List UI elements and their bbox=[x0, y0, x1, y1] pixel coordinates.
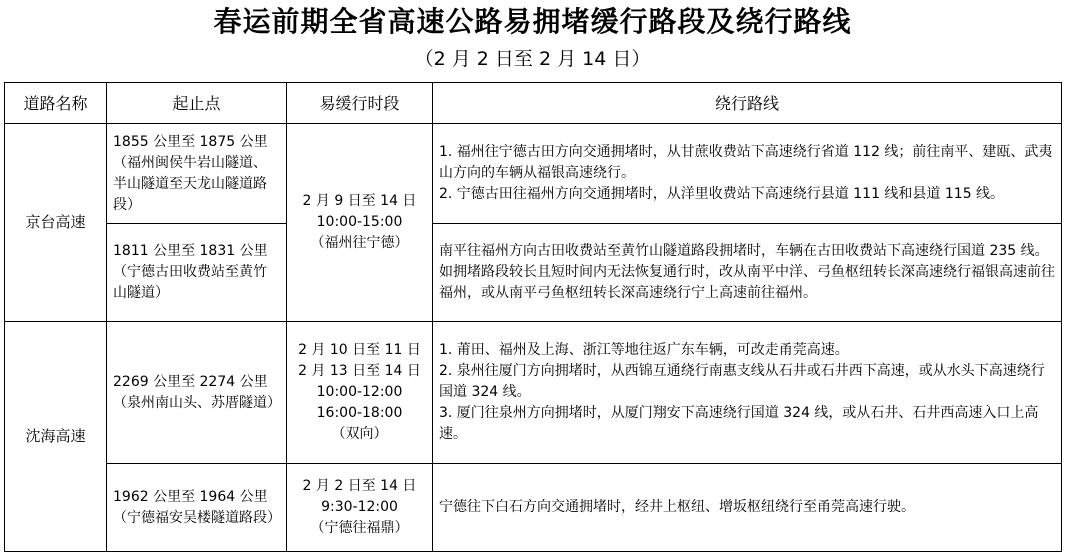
time-line: （宁德往福鼎） bbox=[310, 520, 409, 536]
time-cell bbox=[287, 464, 433, 552]
route-line: 南平往福州方向古田收费站至黄竹山隧道路段拥堵时，车辆在古田收费站下高速绕行国道 235 线。如拥堵路段较长且短时间内无法恢复通行时，改从南平中洋、弓鱼枢纽转长深高速绕行福银高速前往福州，或从南平弓鱼枢纽转长深高速绕行宁上高速前往福州。 bbox=[439, 243, 1055, 301]
range-cell: 1855 公里至 1875 公里（福州闽侯牛岩山隧道、半山隧道至天龙山隧道路段） bbox=[107, 124, 287, 224]
range-cell: 1811 公里至 1831 公里（宁德古田收费站至黄竹山隧道） bbox=[107, 224, 287, 322]
route-cell bbox=[433, 464, 1062, 552]
header-time: 易缓行时段 bbox=[287, 83, 433, 124]
header-range: 起止点 bbox=[107, 83, 287, 124]
table-row bbox=[5, 464, 1062, 552]
route-cell bbox=[433, 224, 1062, 322]
time-line: 2 月 9 日至 14 日 bbox=[302, 193, 417, 209]
document-title: 春运前期全省高速公路易拥堵缓行路段及绕行路线 bbox=[213, 5, 852, 38]
route-line: 2. 泉州往厦门方向拥堵时，从西锦互通绕行南惠支线从石井或石井西下高速，或从水头下高速绕行国道 324 线。 bbox=[439, 363, 1045, 400]
table-row bbox=[5, 224, 1062, 322]
road-name-cell: 沈海高速 bbox=[5, 322, 107, 552]
range-cell: 1962 公里至 1964 公里（宁德福安吴楼隧道路段） bbox=[107, 464, 287, 552]
time-line: （双向） bbox=[331, 426, 388, 442]
table-header-row bbox=[5, 83, 1062, 124]
time-line: 10:00-15:00 bbox=[316, 214, 403, 230]
time-cell bbox=[287, 124, 433, 322]
table-row bbox=[5, 124, 1062, 224]
route-line: 2. 宁德古田往福州方向交通拥堵时，从洋里收费站下高速绕行县道 111 线和县道 115 线。 bbox=[439, 186, 1005, 202]
document-subtitle: （2 月 2 日至 2 月 14 日） bbox=[414, 48, 651, 70]
route-line: 宁德往下白石方向交通拥堵时，经井上枢纽、增坂枢纽绕行至甬莞高速行驶。 bbox=[439, 499, 915, 515]
time-line: 16:00-18:00 bbox=[316, 405, 403, 421]
time-line: 2 月 10 日至 11 日 bbox=[298, 342, 421, 358]
table-row bbox=[5, 322, 1062, 464]
route-line: 1. 福州往宁德古田方向交通拥堵时，从甘蔗收费站下高速绕行省道 112 线；前往南平、建瓯、武夷山方向的车辆从福银高速绕行。 bbox=[439, 144, 1053, 181]
congestion-table bbox=[4, 82, 1062, 552]
time-cell bbox=[287, 322, 433, 464]
header-road: 道路名称 bbox=[5, 83, 107, 124]
time-line: 10:00-12:00 bbox=[316, 384, 403, 400]
time-line: 2 月 13 日至 14 日 bbox=[298, 363, 421, 379]
time-line: 2 月 2 日至 14 日 bbox=[302, 478, 417, 494]
route-line: 1. 莆田、福州及上海、浙江等地往返广东车辆，可改走甬莞高速。 bbox=[439, 342, 849, 358]
time-line: 9:30-12:00 bbox=[321, 499, 398, 515]
range-cell: 2269 公里至 2274 公里（泉州南山头、苏厝隧道） bbox=[107, 322, 287, 464]
time-line: （福州往宁德） bbox=[310, 235, 409, 251]
header-route: 绕行路线 bbox=[433, 83, 1062, 124]
route-line: 3. 厦门往泉州方向拥堵时，从厦门翔安下高速绕行国道 324 线，或从石井、石井西高速入口上高速。 bbox=[439, 405, 1039, 442]
road-name-cell: 京台高速 bbox=[5, 124, 107, 322]
route-cell bbox=[433, 124, 1062, 224]
route-cell bbox=[433, 322, 1062, 464]
